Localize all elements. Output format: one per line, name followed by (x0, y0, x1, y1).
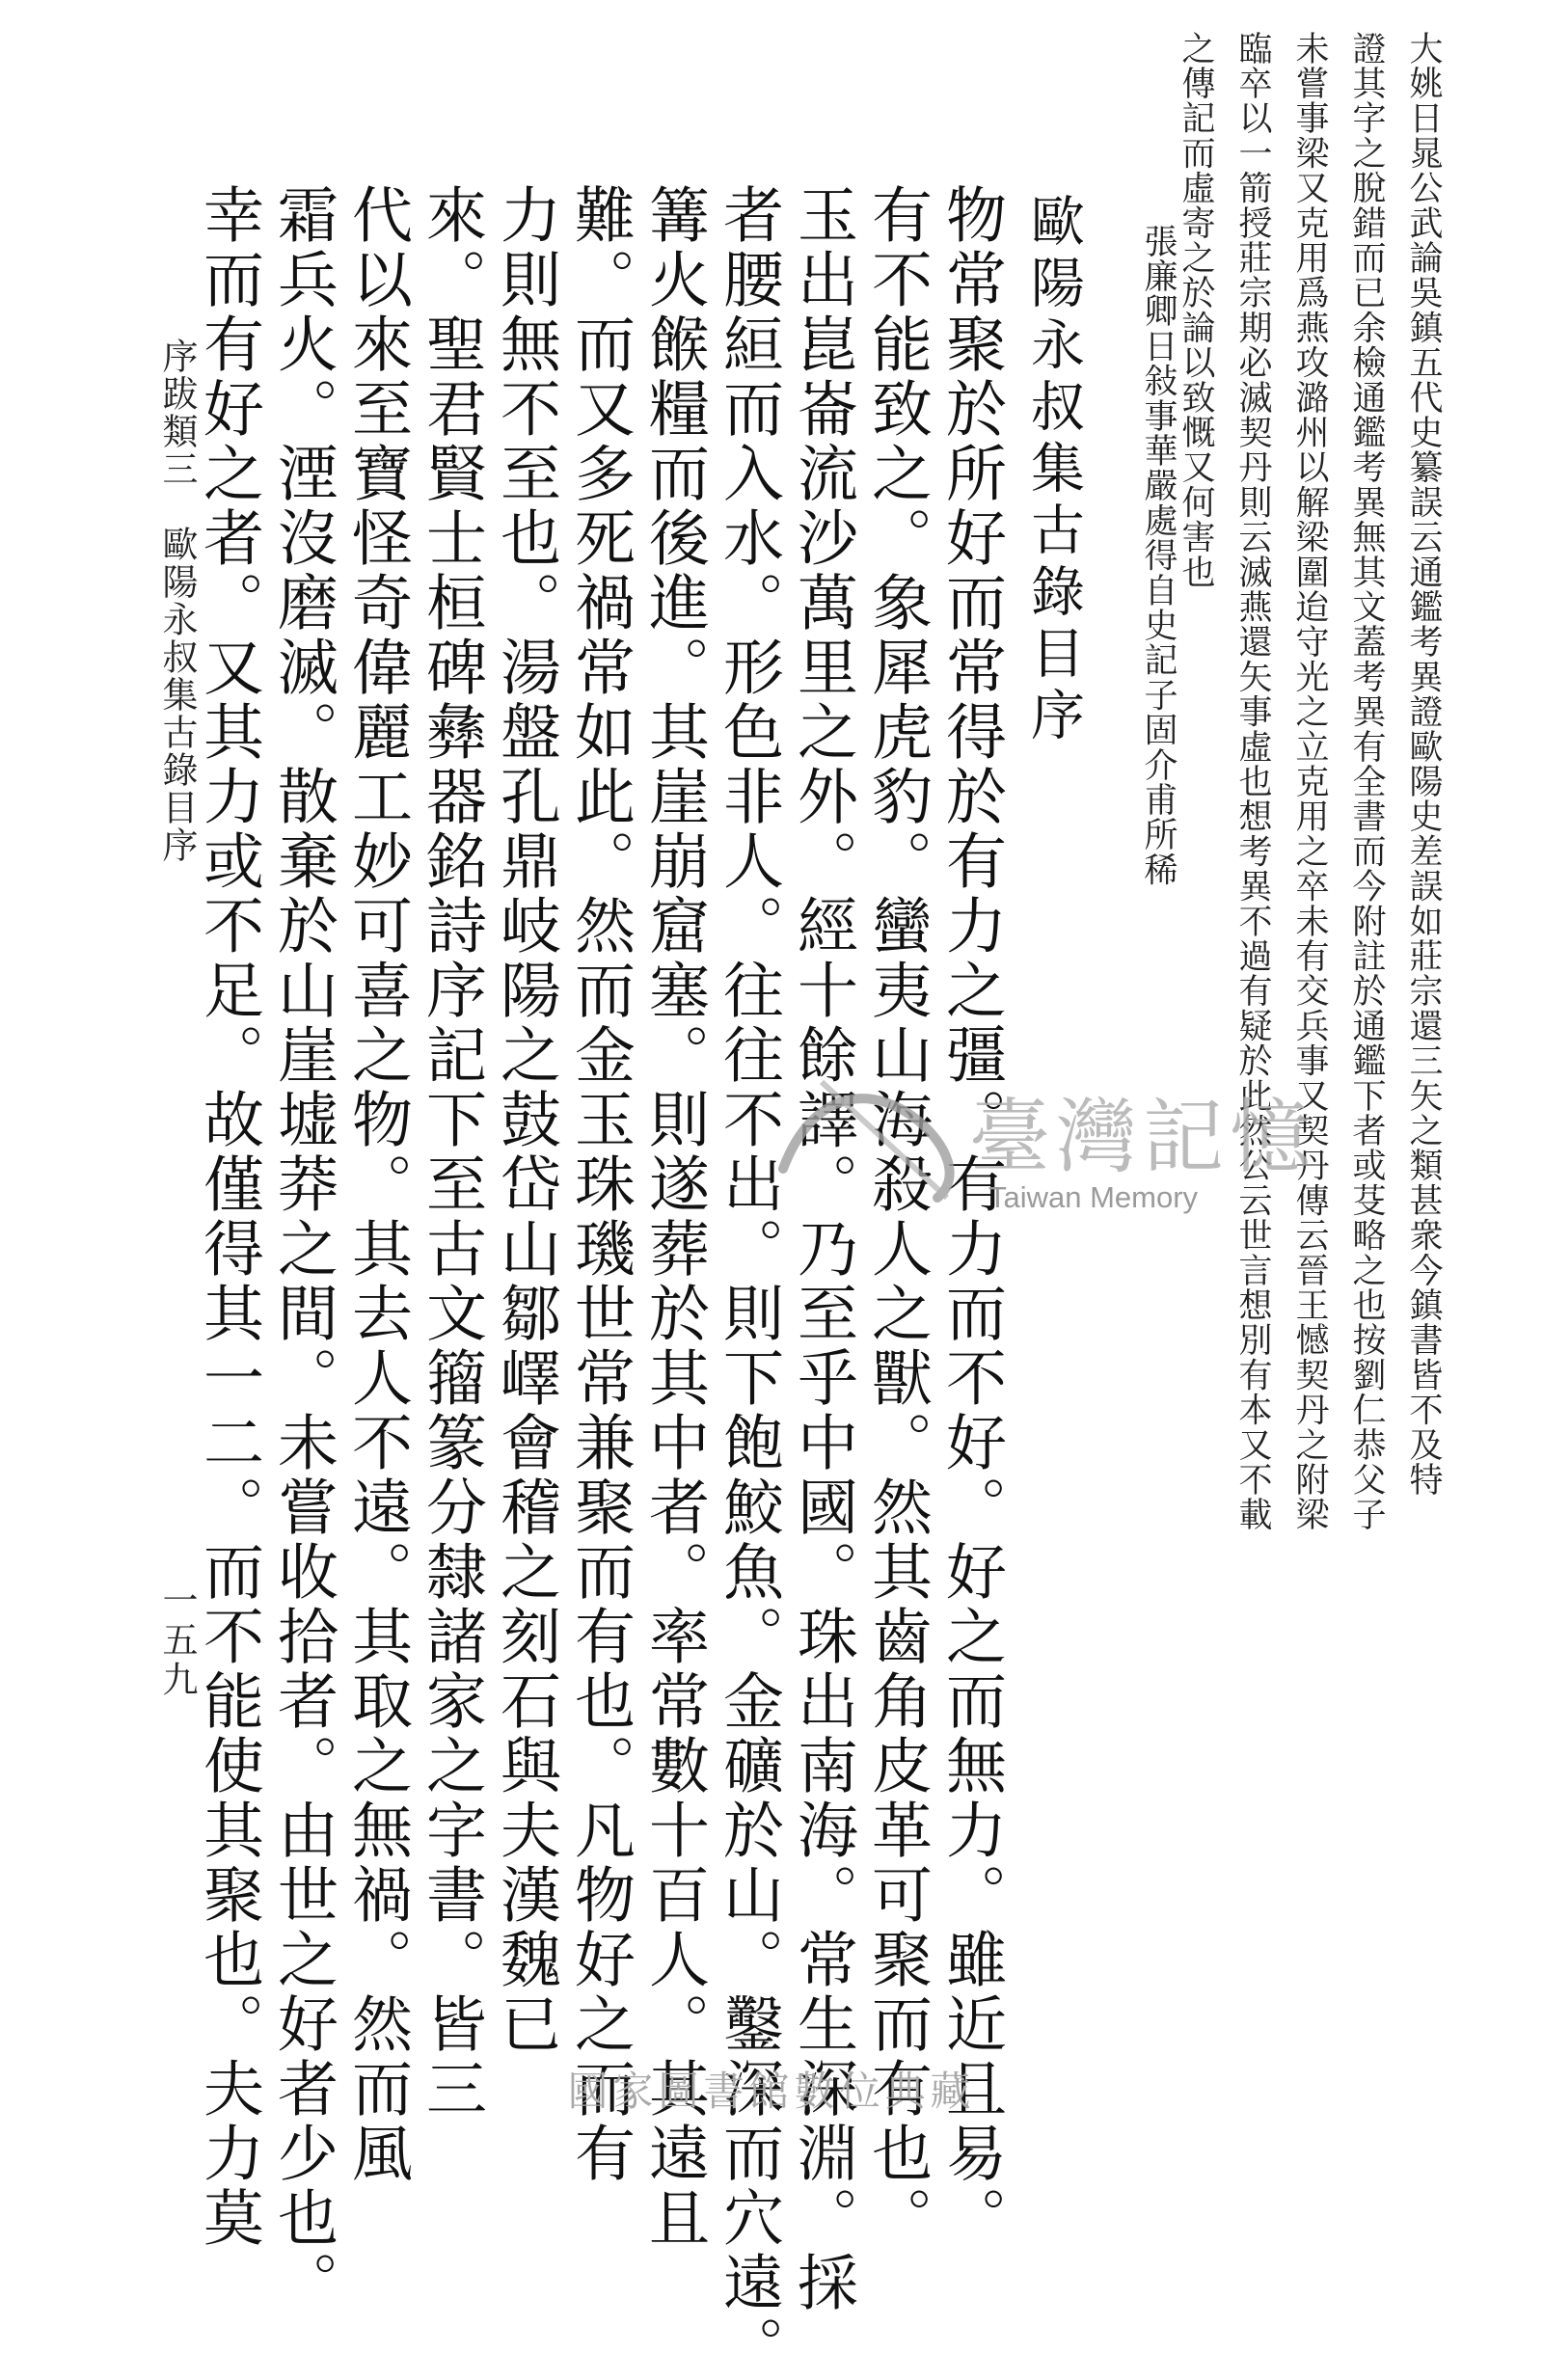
body-column: 力則無不至也。湯盤孔鼎岐陽之鼓岱山鄒嶧會稽之刻石與夫漢魏已 (491, 183, 561, 2057)
note-column: 證其字之脫錯而已余檢通鑑考異無其文蓋考異有全書而今附註於通鑑下者或芟略之也按劉仁恭父子 (1347, 31, 1386, 1532)
note-column: 大姚日晁公武論吳鎮五代史纂誤云通鑑考異證歐陽史差誤如莊宗還三矢之類甚衆今鎮書皆不及特 (1404, 31, 1443, 1498)
body-column: 有不能致之。象犀虎豹。蠻夷山海殺人之獸。然其齒角皮革可聚而有也。 (862, 183, 933, 2251)
body-column: 幸而有好之者。又其力或不足。故僅得其一二。而不能使其聚也。夫力莫 (194, 183, 264, 2251)
note-column: 臨卒以一箭授莊宗期必滅契丹則云滅燕還矢事虛也想考異不過有疑於此然公云世言想別有本又不載 (1233, 31, 1272, 1532)
body-column: 難。而又多死禍常如此。然而金玉珠璣世常兼聚而有也。凡物好之而有 (565, 183, 636, 2186)
essay-title: 歐陽永叔集古錄目序 (1022, 193, 1085, 748)
body-column: 物常聚於所好而常得於有力之彊。有力而不好。好之而無力。雖近且易。 (936, 183, 1007, 2251)
page-number: 一五九 (156, 1582, 198, 1700)
body-column: 篝火餱糧而後進。其崖崩窟塞。則遂葬於其中者。率常數十百人。其遠且 (639, 183, 710, 2251)
body-column: 來。聖君賢士桓碑彝器銘詩序記下至古文籀篆分隸諸家之字書。皆三 (417, 183, 487, 2122)
note-column: 未嘗事梁又克用爲燕攻潞州以解梁圍迨守光之立克用之卒未有交兵事又契丹傳云晉王憾契丹之附梁 (1290, 31, 1329, 1532)
note-column-commentary: 張廉卿日敍事華嚴處得自史記子固介甫所稀 (1139, 224, 1178, 887)
body-column: 代以來至寶怪奇偉麗工妙可喜之物。其去人不遠。其取之無禍。然而風 (342, 183, 413, 2186)
running-title: 序跋類三 歐陽永叔集古錄目序 (156, 338, 198, 864)
watermark-subtext: Taiwan Memory (988, 1180, 1199, 1214)
body-column: 霜兵火。湮沒磨滅。散棄於山崖墟莽之間。未嘗收拾者。由世之好者少也。 (268, 183, 338, 2315)
watermark-text: 臺灣記憶 (969, 1090, 1317, 1184)
body-column: 玉出崑崙流沙萬里之外。經十餘譯。乃至乎中國。珠出南海。常生深淵。採 (788, 183, 858, 2315)
note-column: 之傳記而虛寄之於論以致慨又何害也 (1177, 31, 1215, 590)
body-column: 者腰絙而入水。形色非人。往往不出。則下飽鮫魚。金礦於山。鑿深而穴遠。 (714, 183, 784, 2380)
collection-caption: 國家圖書館數位典藏 (567, 2068, 976, 2115)
